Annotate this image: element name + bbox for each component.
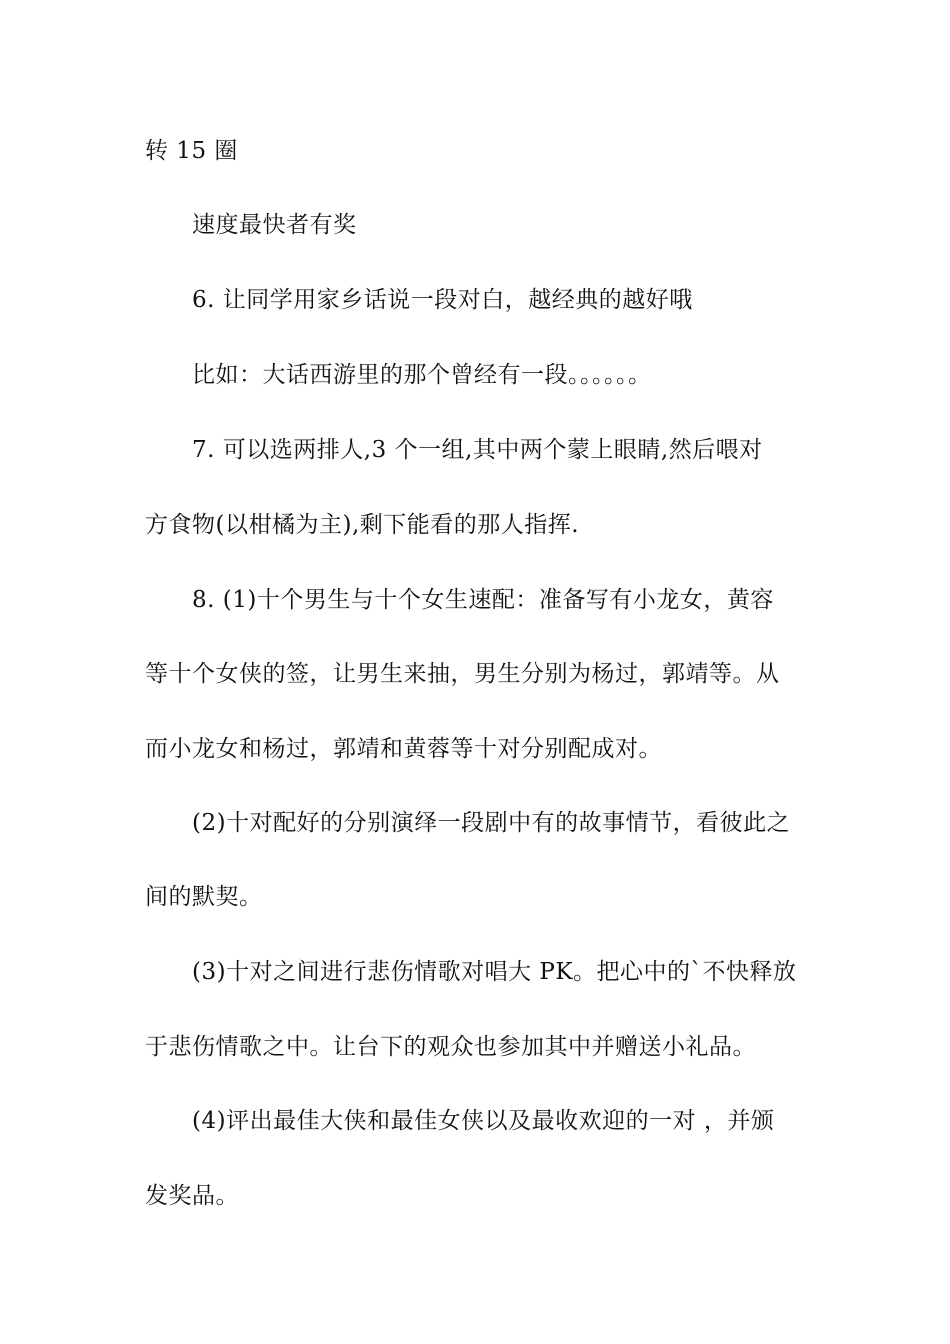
text-line-15: 发奖品。	[145, 1183, 239, 1209]
text-line-5: 7. 可以选两排人,3 个一组,其中两个蒙上眼睛,然后喂对	[192, 437, 763, 463]
text-line-12: (3)十对之间进行悲伤情歌对唱大 PK。把心中的`不快释放	[192, 959, 797, 985]
text-line-11: 间的默契。	[145, 884, 263, 910]
text-line-9: 而小龙女和杨过，郭靖和黄蓉等十对分别配成对。	[145, 736, 662, 762]
text-line-3: 6. 让同学用家乡话说一段对白，越经典的越好哦	[192, 287, 693, 313]
text-line-1: 转 15 圈	[145, 138, 238, 164]
text-line-2: 速度最快者有奖	[192, 212, 357, 238]
text-line-4: 比如：大话西游里的那个曾经有一段。。。。。。	[192, 362, 652, 388]
text-line-13: 于悲伤情歌之中。让台下的观众也参加其中并赠送小礼品。	[145, 1034, 756, 1060]
text-line-8: 等十个女侠的签，让男生来抽，男生分别为杨过，郭靖等。从	[145, 661, 780, 687]
text-line-14: (4)评出最佳大侠和最佳女侠以及最收欢迎的一对 ，并颁	[192, 1108, 775, 1134]
text-line-6: 方食物(以柑橘为主),剩下能看的那人指挥.	[145, 512, 580, 538]
text-line-7: 8. (1)十个男生与十个女生速配：准备写有小龙女，黄容	[192, 587, 774, 613]
text-line-10: (2)十对配好的分别演绎一段剧中有的故事情节，看彼此之	[192, 810, 791, 836]
